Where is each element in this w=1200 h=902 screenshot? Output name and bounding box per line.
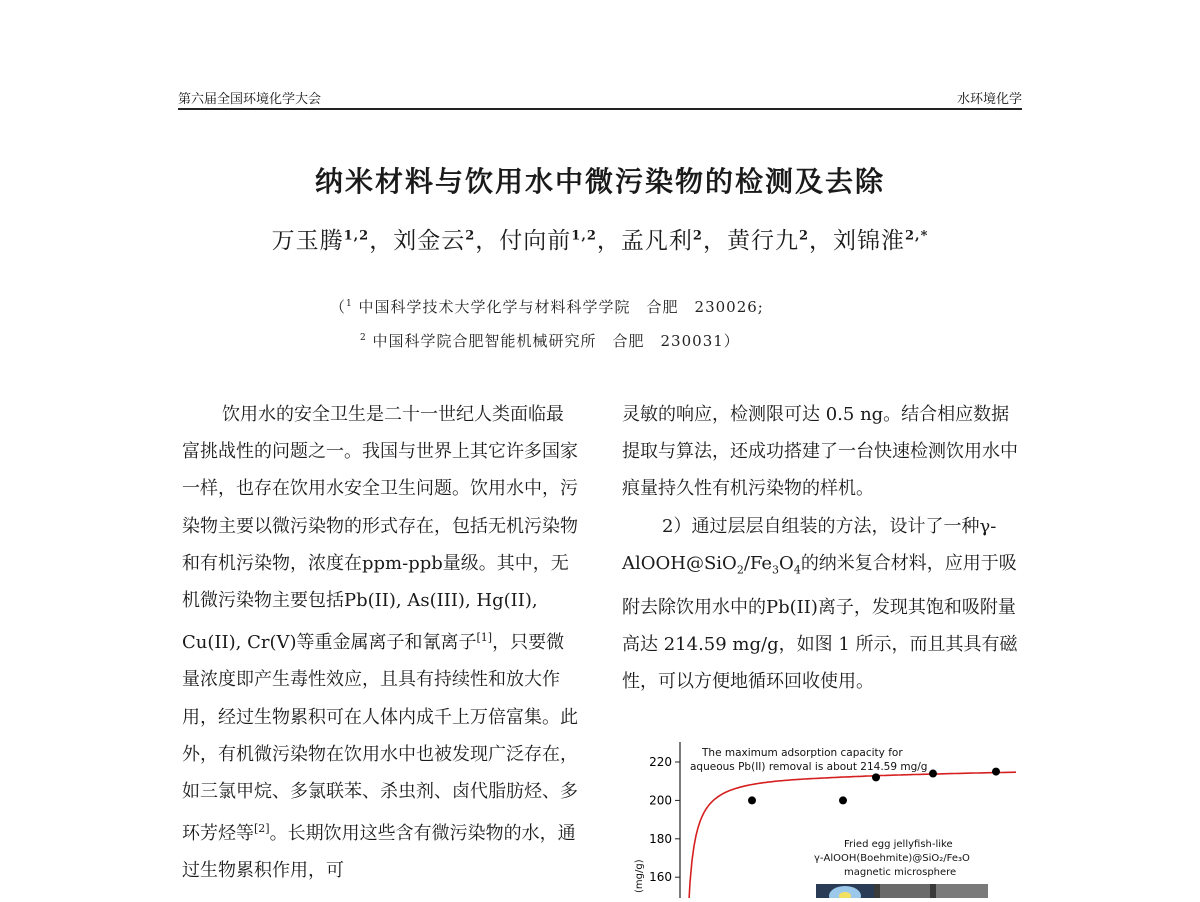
inset-label-3: magnetic microsphere — [844, 867, 957, 878]
body-column-left — [182, 396, 578, 890]
y-tick-label: 200 — [649, 793, 672, 808]
y-axis-label: (mg/g) — [634, 859, 645, 893]
author-affiliation-marker: 2,* — [905, 228, 929, 244]
body-column-right — [622, 396, 1020, 700]
author-name: 黄行九 — [726, 228, 799, 254]
data-point — [872, 773, 880, 781]
y-tick-label: 180 — [649, 831, 672, 846]
inset-label-2: γ-AlOOH(Boehmite)@SiO₂/Fe₃O — [814, 853, 970, 864]
author-list: 万玉腾$^{1,2}$，刘金云$^2$，付向前$^{1,2}$，孟凡利$^2$，黄行九$^2$，刘锦淮$^{2,*}$ — [271, 228, 929, 254]
author-affiliation-marker: 1,2 — [343, 228, 370, 244]
author-name: 刘金云 — [393, 228, 466, 254]
data-point — [992, 768, 1000, 776]
body-paragraph: 2）通过层层自组装的方法，设计了一种$\gamma-AlOOH@SiO_2/Fe_3O_4$的纳米复合材料，应用于吸附去除饮用水中的Pb(II)离子，发现其饱和吸附量高达 214.59 mg/g，如图 1 所示，而且其具有磁性，可以方便地循环回收使用。 — [622, 515, 1018, 693]
author-name: 孟凡利 — [620, 228, 693, 254]
author-name: 付向前 — [499, 228, 572, 254]
header-rule — [178, 108, 1022, 110]
author-name: 刘锦淮 — [833, 228, 905, 254]
paper-title: 纳米材料与饮用水中微污染物的检测及去除 — [314, 165, 885, 198]
chart-annotation-2: aqueous Pb(II) removal is about 214.59 mg/g — [690, 761, 928, 773]
author-affiliation-marker: 2 — [692, 228, 703, 244]
citation-ref: [2] — [254, 822, 270, 836]
y-tick-label: 220 — [649, 755, 672, 769]
affiliation-1: （$^1$ 中国科学技术大学化学与材料科学学院 合肥 230026; — [330, 298, 764, 316]
figure-adsorption-chart — [630, 738, 1020, 898]
affiliation-2: $^2$ 中国科学院合肥智能机械研究所 合肥 230031） — [360, 332, 740, 350]
chart-annotation-1: The maximum adsorption capacity for — [702, 747, 903, 759]
body-paragraph: 灵敏的响应，检测限可达 0.5 ng。结合相应数据提取与算法，还成功搭建了一台快速检测饮用水中痕量持久性有机污染物的样机。 — [622, 404, 1018, 500]
inset-label-1: Fried egg jellyfish-like — [844, 839, 953, 850]
inset-micrograph — [816, 884, 988, 898]
data-point — [748, 796, 756, 804]
fit-curve — [686, 772, 1016, 898]
author-affiliation-marker: 1,2 — [571, 228, 597, 244]
body-paragraph: 饮用水的安全卫生是二十一世纪人类面临最富挑战性的问题之一。我国与世界上其它许多国家一样，也存在饮用水安全卫生问题。饮用水中，污染物主要以微污染物的形式存在，包括无机污染物和有机污染物，浓度在ppm-ppb量级。其中，无机微污染物主要包括Pb(II), As(III), Hg(II), Cu(II), Cr(V)等重金属离子和氰离子[1]，只要微量浓度即产生毒性效应，且具有持续性和放大作用，经过生物累积可在人体内成千上万倍富集。此外，有机微污染物在饮用水中也被发现广泛存在，如三氯甲烷、多氯联苯、杀虫剂、卤代脂肪烃、多环芳烃等[2]。长期饮用这些含有微污染物的水，通过生物累积作用，可 — [182, 404, 578, 882]
running-header-left: 第六届全国环境化学大会 — [178, 92, 322, 107]
author-affiliation-marker: 2 — [798, 228, 809, 244]
author-affiliation-marker: 2 — [465, 228, 476, 244]
author-name: 万玉腾 — [271, 228, 344, 254]
chart-svg — [630, 738, 1020, 898]
data-point — [839, 796, 847, 804]
citation-ref: [1] — [476, 631, 493, 645]
data-point — [929, 770, 937, 778]
y-tick-label: 160 — [649, 870, 672, 885]
running-header-right: 水环境化学 — [956, 92, 1022, 107]
